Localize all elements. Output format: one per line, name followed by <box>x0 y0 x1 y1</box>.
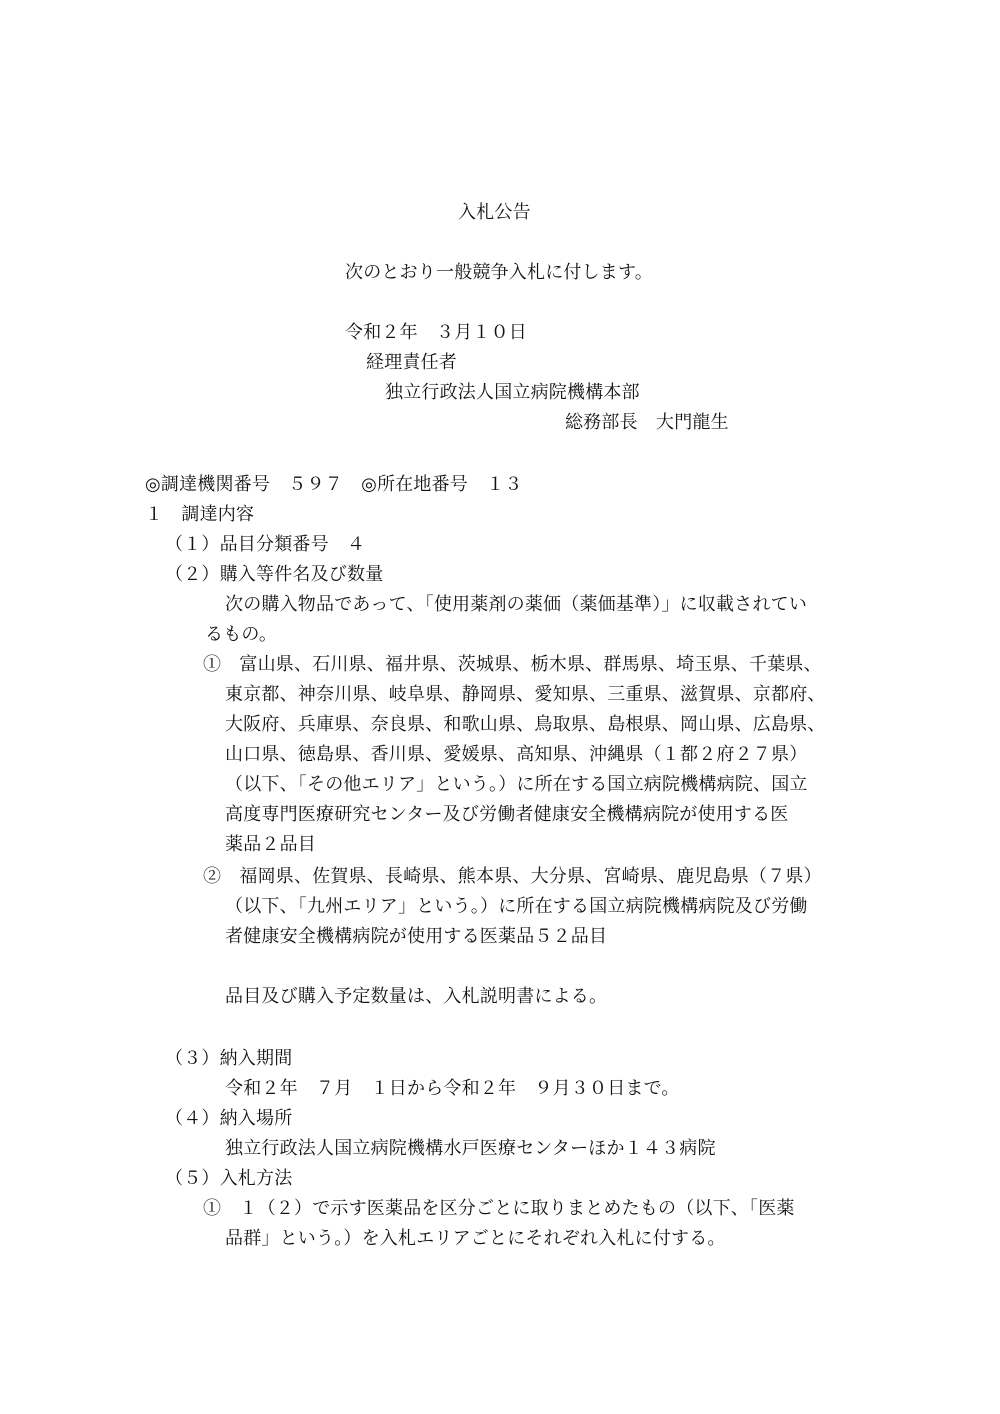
area-1-line: ① 富山県、石川県、福井県、茨城県、栃木県、群馬県、埼玉県、千葉県、 <box>203 654 822 675</box>
notice-date: 令和２年 ３月１０日 <box>345 322 527 343</box>
item-2-heading: （２）購入等件名及び数量 <box>165 564 384 585</box>
section-1-heading: １ 調達内容 <box>145 504 255 525</box>
area-1-line: （以下、「その他エリア」という。）に所在する国立病院機構病院、国立 <box>225 774 808 795</box>
area-1-line: 高度専門医療研究センター及び労働者健康安全機構病院が使用する医 <box>225 804 789 825</box>
area-1-line: 東京都、神奈川県、岐阜県、静岡県、愛知県、三重県、滋賀県、京都府、 <box>225 684 826 705</box>
notice-title: 入札公告 <box>458 202 531 223</box>
area-1-line: 山口県、徳島県、香川県、愛媛県、高知県、沖縄県（１都２府２７県） <box>225 744 808 765</box>
area-1-line: 薬品２品目 <box>225 834 316 855</box>
item-2-description-line: るもの。 <box>205 624 278 645</box>
item-2-description-line: 次の購入物品であって、「使用薬剤の薬価（薬価基準）」に収載されてい <box>225 594 808 615</box>
signatory-name: 総務部長 大門龍生 <box>565 412 729 433</box>
accounting-officer-role: 経理責任者 <box>366 352 457 373</box>
area-2-line: ② 福岡県、佐賀県、長崎県、熊本県、大分県、宮崎県、鹿児島県（７県） <box>203 866 822 887</box>
bid-method-line: ① １（２）で示す医薬品を区分ごとに取りまとめたもの（以下、「医薬 <box>203 1198 795 1219</box>
area-1-line: 大阪府、兵庫県、奈良県、和歌山県、鳥取県、島根県、岡山県、広島県、 <box>225 714 826 735</box>
organization-name: 独立行政法人国立病院機構本部 <box>385 382 640 403</box>
area-2-line: （以下、「九州エリア」という。）に所在する国立病院機構病院及び労働 <box>225 896 808 917</box>
procurement-identifiers: ◎調達機関番号 ５９７ ◎所在地番号 １３ <box>145 474 523 495</box>
item-4-heading: （４）納入場所 <box>165 1108 293 1129</box>
delivery-location: 独立行政法人国立病院機構水戸医療センターほか１４３病院 <box>225 1138 716 1159</box>
area-2-line: 者健康安全機構病院が使用する医薬品５２品目 <box>225 926 608 947</box>
item-5-heading: （５）入札方法 <box>165 1168 293 1189</box>
item-3-heading: （３）納入期間 <box>165 1048 293 1069</box>
quantity-note: 品目及び購入予定数量は、入札説明書による。 <box>225 986 608 1007</box>
intro-text: 次のとおり一般競争入札に付します。 <box>345 262 653 283</box>
item-1-classification: （１）品目分類番号 ４ <box>165 534 366 555</box>
bid-method-line: 品群」という。）を入札エリアごとにそれぞれ入札に付する。 <box>225 1228 726 1249</box>
delivery-period: 令和２年 ７月 １日から令和２年 ９月３０日まで。 <box>225 1078 680 1099</box>
